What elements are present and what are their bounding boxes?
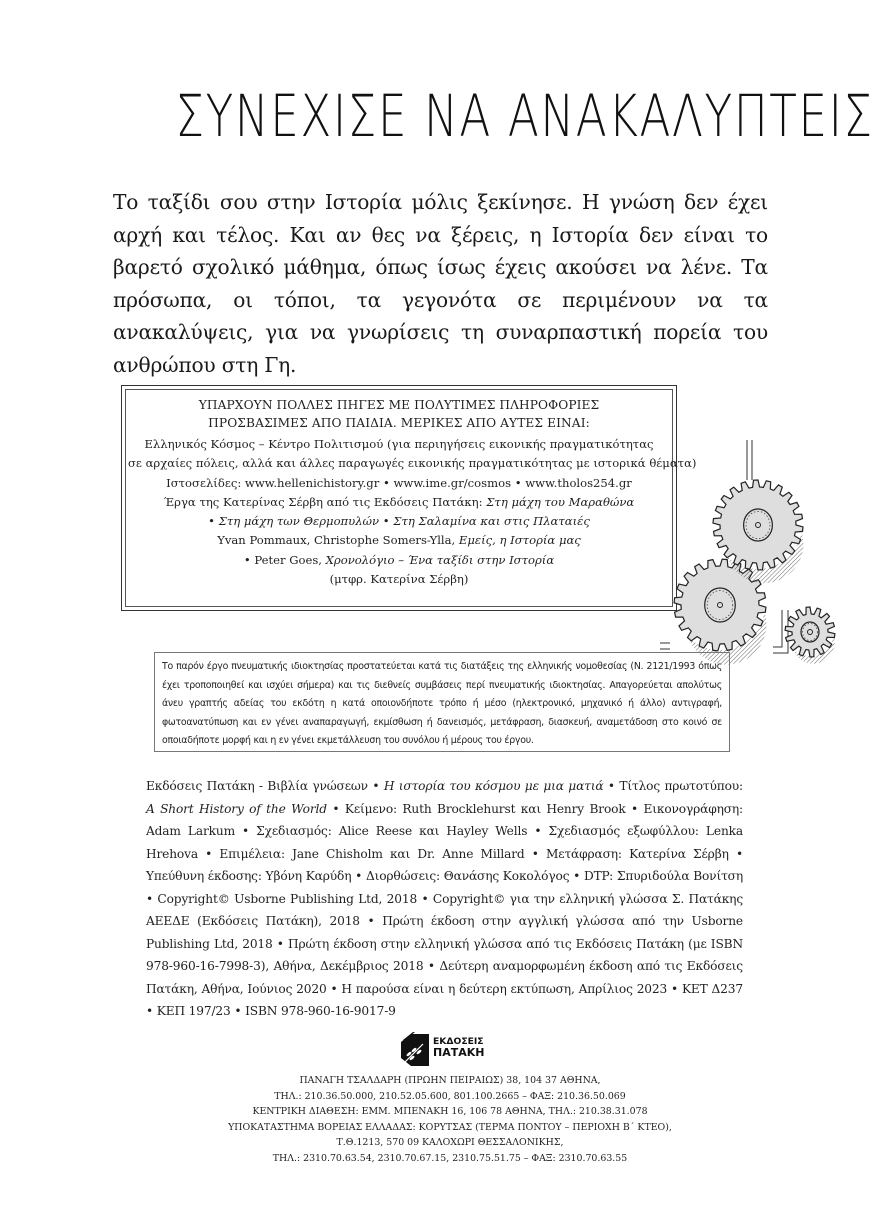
bullet: • — [607, 779, 615, 793]
intro-text: Το ταξίδι σου στην Ιστορία μόλις ξεκίνησε. Η γνώση δεν έχει αρχή και τέλος. Και αν θες να ξέρεις, η Ιστορία δεν είναι το βαρετό σχολικό μάθημα, όπως ίσως έχεις ακούσει να λένε. Τα πρόσωπα, οι τόποι, τα γεγονότα σε περιμένουν να τα ανακαλύψεις, για να γνωρίσεις τη συναρπαστική πορεία του ανθρώπου στη Γη. — [113, 190, 768, 377]
website-link[interactable]: www.tholos254.gr — [525, 475, 632, 490]
page-title: ΣΥΝΕΧΙΣΕ ΝΑ ΑΝΑΚΑΛΥΠΤΕΙΣ — [175, 82, 874, 150]
bullet: • — [514, 475, 522, 490]
website-link[interactable]: www.ime.gr/cosmos — [393, 475, 512, 490]
work-title: Στη μάχη του Μαραθώνα — [486, 494, 635, 509]
bullet: • — [208, 514, 215, 529]
credits-rest: Κείμενο: Ruth Brocklehurst και Henry Brook • Εικονογράφηση: Adam Larkum • Σχεδιασμός: Alice Reese και Hayley Wells • Σχεδιασμός εξωφύλλου: Lenka Hrehova • Επιμέλεια: Jane Chisholm και Dr. Anne Millard • Μετάφραση: Κατερίνα Σέρβη • Υπεύθυνη έκδοσης: Υβόνη Καρύδη • Διορθώσεις: Θανάσης Κοκολόγος • DTP: Σπυριδούλα Βονίτση • Copyright© Usborne Publishing Ltd, 2018 • Copyright© για την ελληνική γλώσσα Σ. Πατάκης ΑΕΕΔΕ (Εκδόσεις Πατάκη), 2018 • Πρώτη έκδοση στην αγγλική γλώσσα από την Usborne Publishing Ltd, 2018 • Πρώτη έκδοση στην ελληνική γλώσσα από τις Εκδόσεις Πατάκη (με ISBN 978-960-16-7998-3), Αθήνα, Δεκέμβριος 2018 • Δεύτερη αναμορφωμένη έκδοση από τις Εκδόσεις Πατάκη, Αθήνα, Ιούνιος 2020 • Η παρούσα είναι η δεύτερη εκτύπωση, Απρίλιος 2023 • ΚΕΤ Δ237 • ΚΕΠ 197/23 • ISBN 978-960-16-9017-9 — [146, 801, 744, 1018]
address-line: ΠΑΝΑΓΗ ΤΣΑΛΔΑΡΗ (ΠΡΩΗΝ ΠΕΙΡΑΙΩΣ) 38, 104 37 ΑΘΗΝΑ, — [299, 1075, 601, 1086]
sources-line-2: σε αρχαίες πόλεις, αλλά και άλλες παραγωγές εικονικής πραγματικότητας με ιστορικά θέματα) — [128, 456, 697, 471]
goes-line — [128, 551, 670, 570]
bullet: • — [372, 779, 380, 793]
websites-line — [128, 474, 670, 493]
credits-series: Εκδόσεις Πατάκη - Βιβλία γνώσεων — [146, 779, 368, 793]
credits-book-title: Η ιστορία του κόσμου με μια ματιά — [383, 779, 604, 793]
address-line: ΤΗΛ.: 210.36.50.000, 210.52.05.600, 801.100.2665 – ΦΑΞ: 210.36.50.069 — [274, 1090, 626, 1102]
websites-label: Ιστοσελίδες: — [166, 475, 242, 490]
address-line: Τ.Θ.1213, 570 09 ΚΑΛΟΧΩΡΙ ΘΕΣΣΑΛΟΝΙΚΗΣ, — [336, 1137, 564, 1149]
small-gear — [785, 607, 835, 664]
sources-heading-1: ΥΠΑΡΧΟΥΝ ΠΟΛΛΕΣ ΠΗΓΕΣ ΜΕ ΠΟΛΥΤΙΜΕΣ ΠΛΗΡΟΦΟΡΙΕΣ — [198, 398, 600, 412]
works-line-1 — [128, 493, 670, 512]
sources-heading-2: ΠΡΟΣΒΑΣΙΜΕΣ ΑΠΟ ΠΑΙΔΙΑ. ΜΕΡΙΚΕΣ ΑΠΟ ΑΥΤΕΣ ΕΙΝΑΙ: — [208, 415, 590, 430]
works-line-2 — [128, 512, 670, 531]
work-title: Στη μάχη των Θερμοπυλών — [218, 514, 380, 529]
credits-original-title: A Short History of the World — [146, 801, 327, 816]
goes-title: Χρονολόγιο – Ένα ταξίδι στην Ιστορία — [325, 552, 555, 567]
bullet: • — [243, 552, 251, 567]
address-line: ΥΠΟΚΑΤΑΣΤΗΜΑ ΒΟΡΕΙΑΣ ΕΛΛΑΔΑΣ: ΚΟΡΥΤΣΑΣ (ΤΕΡΜΑ ΠΟΝΤΟΥ – ΠΕΡΙΟΧΗ Β΄ ΚΤΕΟ), — [228, 1121, 672, 1133]
sources-box — [128, 397, 697, 589]
pommaux-line — [128, 531, 670, 550]
legal-text: Το παρόν έργο πνευματικής ιδιοκτησίας προστατεύεται κατά τις διατάξεις της ελληνικής νομοθεσίας (Ν. 2121/1993 όπως έχει τροποποιηθεί και ισχύει σήμερα) και τις διεθνείς συμβάσεις περί πνευματικής ιδιοκτησίας. Απαγορεύεται απολύτως άνευ γραπτής αδείας του εκδότη η κατά οποιονδήποτε τρόπο ή μέσο (ηλεκτρονικό, μηχανικό ή άλλο) αντιγραφή, φωτοανατύπωση και εν γένει αναπαραγωγή, εκμίσθωση ή δανεισμός, μετάφραση, διασκευή, αναμετάδοση στο κοινό σε οποιαδήποτε μορφή και η εν γένει εκμετάλλευση του συνόλου ή μέρους του έργου. — [162, 661, 722, 746]
pommaux-authors: Yvan Pommaux, Christophe Somers-Ylla, — [217, 533, 456, 548]
logo-line-2: ΠΑΤΑΚΗ — [433, 1046, 485, 1059]
goes-author: Peter Goes, — [254, 552, 322, 567]
publisher-logo-text — [433, 1036, 484, 1058]
address-line: ΚΕΝΤΡΙΚΗ ΔΙΑΘΕΣΗ: ΕΜΜ. ΜΠΕΝΑΚΗ 16, 106 78 ΑΘΗΝΑ, ΤΗΛ.: 210.38.31.078 — [252, 1106, 648, 1118]
publisher-address — [200, 1073, 700, 1167]
intro-paragraph — [113, 186, 768, 381]
works-intro: Έργα της Κατερίνας Σέρβη από τις Εκδόσεις Πατάκη: — [163, 494, 483, 509]
logo-line-1: ΕΚΔΟΣΕΙΣ — [433, 1036, 484, 1047]
translation-note: (μτφρ. Κατερίνα Σέρβη) — [329, 572, 469, 587]
website-link[interactable]: www.hellenichistory.gr — [244, 475, 380, 490]
credits-original-label: Τίτλος πρωτοτύπου: — [619, 779, 743, 793]
address-line: ΤΗΛ.: 2310.70.63.54, 2310.70.67.15, 2310.75.51.75 – ΦΑΞ: 2310.70.63.55 — [272, 1152, 628, 1164]
pommaux-title: Εμείς, η Ιστορία μας — [458, 533, 581, 548]
legal-notice — [154, 652, 730, 752]
sources-line-1: Ελληνικός Κόσμος – Κέντρο Πολιτισμού (για περιηγήσεις εικονικής πραγματικότητας — [144, 437, 654, 451]
bullet: • — [382, 514, 390, 529]
bullet: • — [382, 475, 390, 490]
bullet: • — [332, 801, 340, 816]
credits-paragraph — [146, 775, 743, 1023]
work-title: Στη Σαλαμίνα και στις Πλαταιές — [393, 514, 590, 529]
gears-illustration-icon — [660, 440, 886, 680]
